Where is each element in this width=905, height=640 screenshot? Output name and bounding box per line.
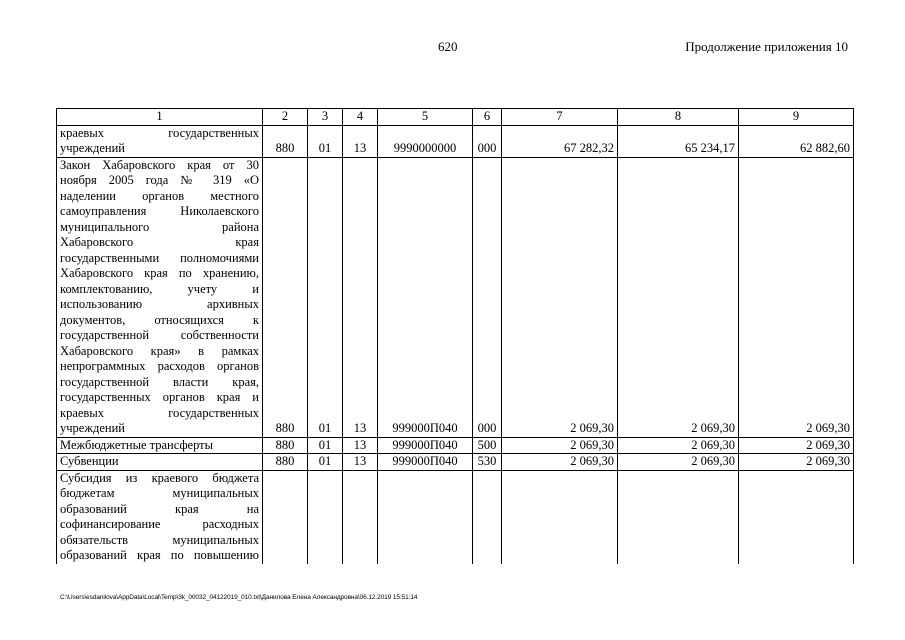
column-header: 2 [263,109,308,126]
cell-section [308,470,343,564]
cell-grbs: 880 [263,437,308,454]
cell-subsection: 13 [343,437,378,454]
cell-grbs: 880 [263,454,308,471]
column-header: 6 [473,109,502,126]
row-name: Субсидия из краевого бюджета бюджетам муниципальных образований края на софинансирование расходных обязательств муниципальных образований края по повышению [57,470,263,564]
cell-subsection: 13 [343,157,378,437]
cell-expense-type: 500 [473,437,502,454]
row-name: Межбюджетные трансферты [57,437,263,454]
cell-amount-9: 62 882,60 [739,125,854,157]
column-header: 1 [57,109,263,126]
cell-amount-7: 2 069,30 [502,454,618,471]
cell-target-article: 9990000000 [378,125,473,157]
cell-amount-9 [739,470,854,564]
column-header: 4 [343,109,378,126]
cell-amount-9: 2 069,30 [739,157,854,437]
cell-grbs: 880 [263,157,308,437]
file-path-footer: C:\Users\esdanilova\AppData\Local\Temp\3k_00032_04122019_010.txt\Данилова Елена Александровна\06.12.2019 15:51:14 [60,594,418,601]
page-number: 620 [438,39,458,54]
table-row [57,454,854,471]
cell-expense-type: 000 [473,125,502,157]
cell-amount-7: 2 069,30 [502,437,618,454]
cell-amount-9: 2 069,30 [739,437,854,454]
cell-target-article: 999000П040 [378,454,473,471]
row-name: краевых государственных учреждений [57,125,263,157]
cell-target-article: 999000П040 [378,437,473,454]
cell-amount-8 [618,470,739,564]
appendix-continuation-label: Продолжение приложения 10 [685,39,848,54]
table-row [57,437,854,454]
cell-section: 01 [308,125,343,157]
cell-amount-8: 2 069,30 [618,157,739,437]
cell-section: 01 [308,157,343,437]
column-header: 8 [618,109,739,126]
cell-target-article: 999000П040 [378,157,473,437]
column-header: 5 [378,109,473,126]
cell-grbs: 880 [263,125,308,157]
cell-amount-7 [502,470,618,564]
cell-amount-9: 2 069,30 [739,454,854,471]
table-row [57,470,854,564]
cell-amount-8: 2 069,30 [618,454,739,471]
column-header: 7 [502,109,618,126]
cell-amount-7: 2 069,30 [502,157,618,437]
cell-amount-7: 67 282,32 [502,125,618,157]
cell-subsection [343,470,378,564]
table-header-row [57,109,854,126]
table-row [57,157,854,437]
table-row [57,125,854,157]
cell-section: 01 [308,437,343,454]
cell-subsection: 13 [343,454,378,471]
cell-expense-type [473,470,502,564]
column-header: 3 [308,109,343,126]
cell-subsection: 13 [343,125,378,157]
cell-target-article [378,470,473,564]
cell-section: 01 [308,454,343,471]
cell-amount-8: 2 069,30 [618,437,739,454]
cell-amount-8: 65 234,17 [618,125,739,157]
column-header: 9 [739,109,854,126]
row-name: Субвенции [57,454,263,471]
cell-expense-type: 000 [473,157,502,437]
cell-grbs [263,470,308,564]
budget-table [56,108,854,564]
cell-expense-type: 530 [473,454,502,471]
row-name: Закон Хабаровского края от 30 ноября 2005 года № 319 «О наделении органов местного самоуправления Николаевского муниципального района Хабаровского края государственными полномочиями Хабаровского края по хранению, комплектованию, учету и использованию архивных документов, относящихся к государственной собственности Хабаровского края» в рамках непрограммных расходов органов государственной власти края, государственных органов края и краевых государственных учреждений [57,157,263,437]
